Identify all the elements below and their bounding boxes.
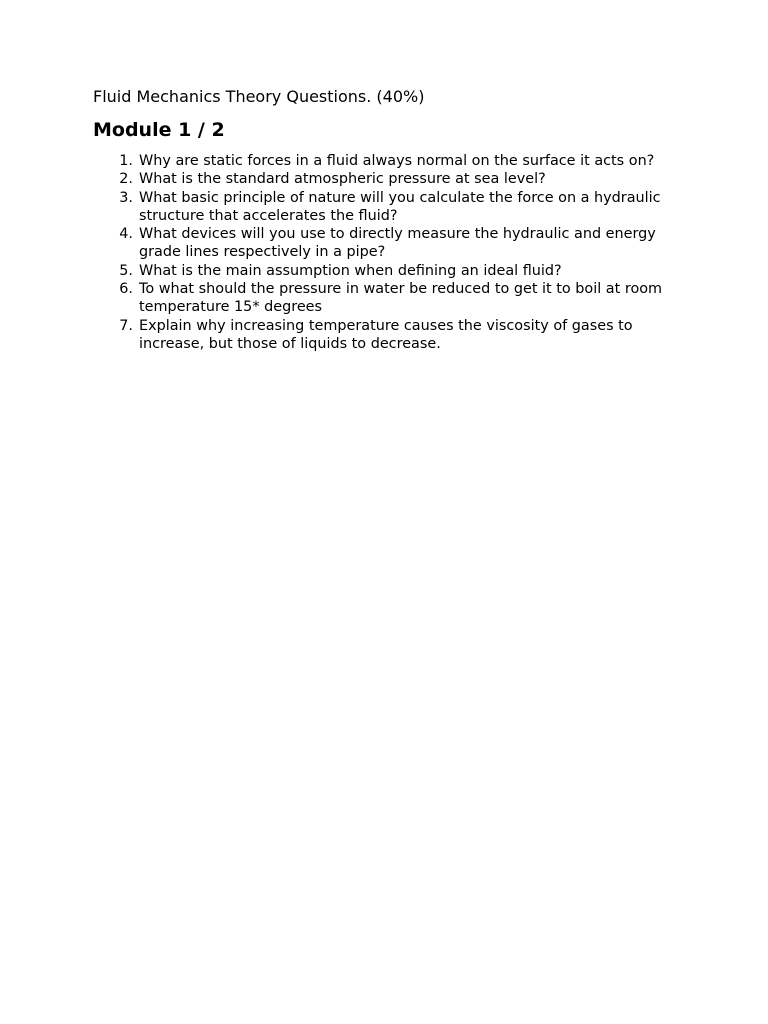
question-text: What is the main assumption when defining an ideal fluid? — [139, 262, 562, 279]
module-heading: Module 1 / 2 — [93, 119, 225, 141]
question-text: To what should the pressure in water be reduced to get it to boil at room temperature 15* degrees — [139, 281, 663, 316]
question-text: What is the standard atmospheric pressure at sea level? — [139, 171, 546, 188]
question-text: What devices will you use to directly measure the hydraulic and energy grade lines respectively in a pipe? — [139, 226, 656, 261]
question-item — [93, 189, 679, 226]
question-text: Explain why increasing temperature causes the viscosity of gases to increase, but those of liquids to decrease. — [139, 317, 633, 352]
question-text: What basic principle of nature will you calculate the force on a hydraulic structure that accelerates the fluid? — [139, 189, 661, 224]
question-item — [93, 317, 679, 354]
question-number: 2. — [119, 171, 133, 188]
question-number: 6. — [119, 281, 133, 298]
document-page — [93, 86, 693, 353]
question-item — [93, 262, 679, 280]
question-number: 7. — [119, 317, 133, 334]
question-number: 1. — [119, 153, 133, 169]
question-item — [93, 280, 679, 317]
question-item — [93, 152, 679, 170]
question-number: 5. — [119, 262, 133, 279]
question-item — [93, 170, 679, 188]
question-item — [93, 225, 679, 262]
question-number: 4. — [119, 226, 133, 243]
question-list — [93, 152, 693, 353]
question-number: 3. — [119, 189, 133, 206]
document-title: Fluid Mechanics Theory Questions. (40%) — [93, 87, 425, 106]
question-text: Why are static forces in a fluid always normal on the surface it acts on? — [139, 153, 655, 169]
